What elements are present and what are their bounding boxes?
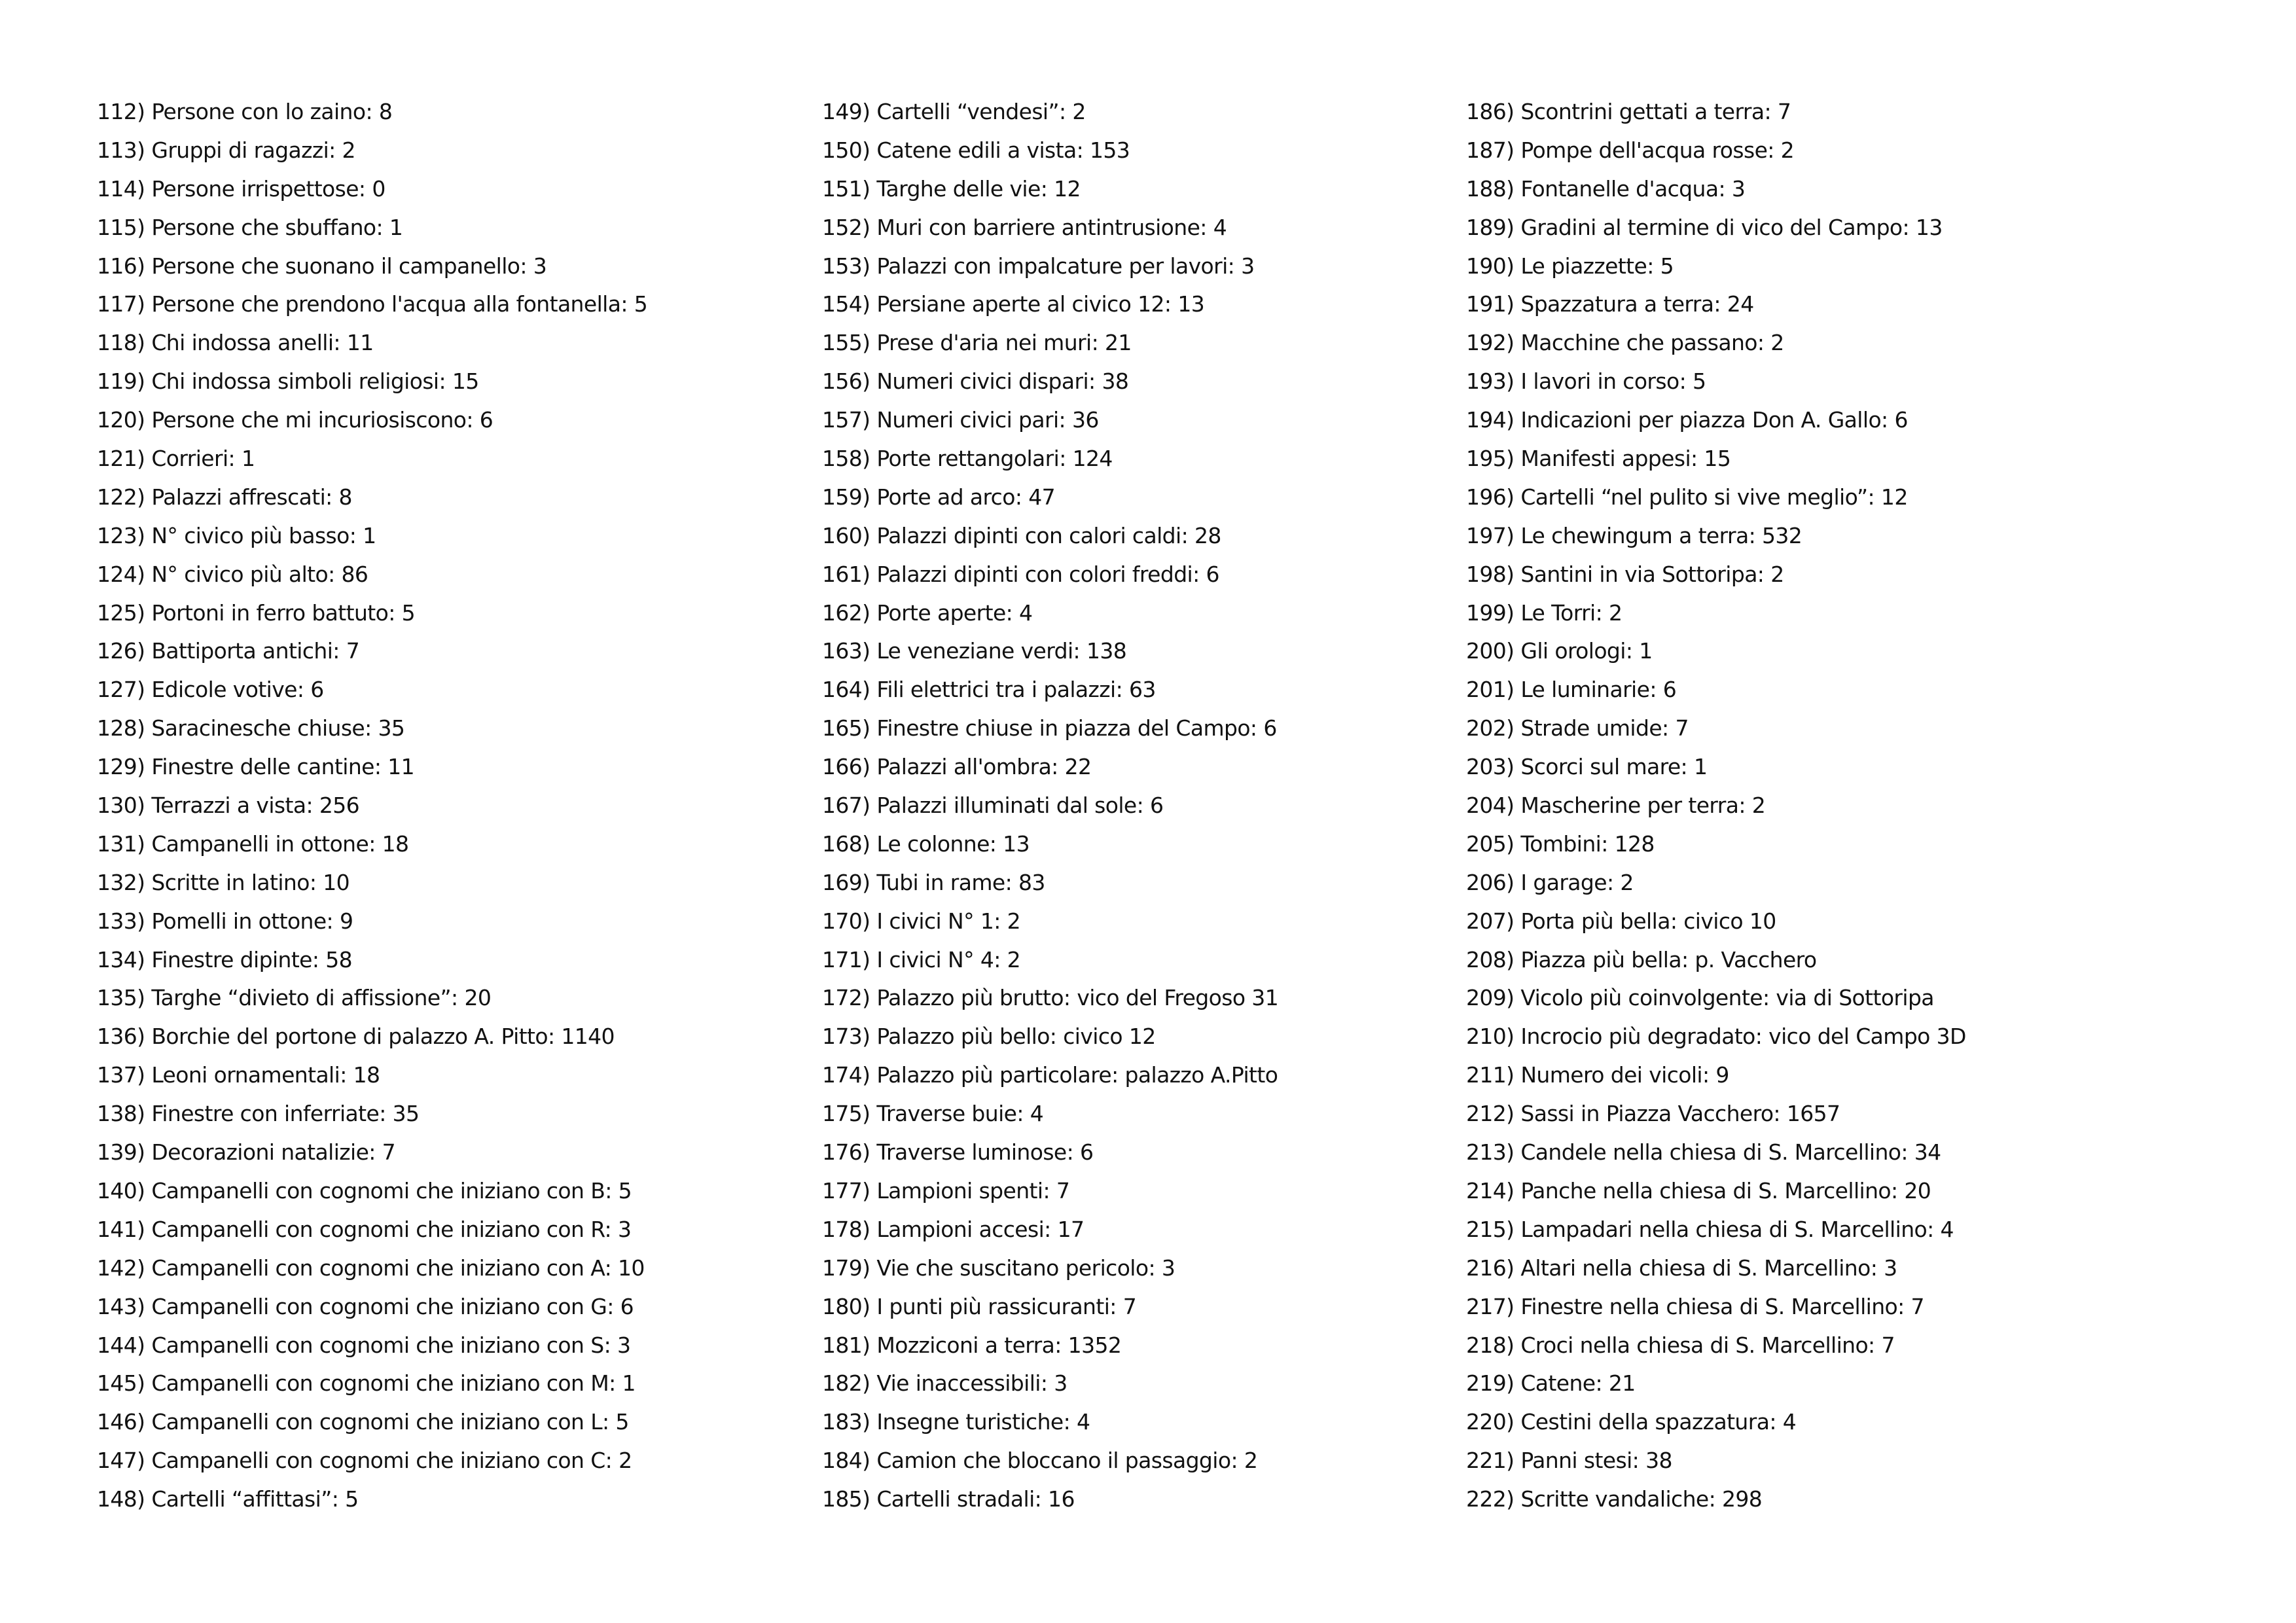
list-item: 136) Borchie del portone di palazzo A. Pitto: 1140 xyxy=(97,1024,615,1050)
list-item: 130) Terrazzi a vista: 256 xyxy=(97,793,360,819)
list-item: 124) N° civico più alto: 86 xyxy=(97,561,368,587)
list-item: 168) Le colonne: 13 xyxy=(822,830,1030,857)
list-item: 133) Pomelli in ottone: 9 xyxy=(97,908,353,934)
list-item: 198) Santini in via Sottoripa: 2 xyxy=(1466,561,1784,587)
list-item: 179) Vie che suscitano pericolo: 3 xyxy=(822,1255,1175,1281)
list-item: 158) Porte rettangolari: 124 xyxy=(822,446,1113,472)
list-item: 171) I civici N° 4: 2 xyxy=(822,946,1021,972)
list-item: 197) Le chewingum a terra: 532 xyxy=(1466,522,1803,548)
list-item: 152) Muri con barriere antintrusione: 4 xyxy=(822,214,1227,240)
list-item: 166) Palazzi all'ombra: 22 xyxy=(822,754,1092,780)
list-item: 176) Traverse luminose: 6 xyxy=(822,1139,1094,1166)
list-item: 209) Vicolo più coinvolgente: via di Sottoripa xyxy=(1466,985,1934,1011)
list-item: 193) I lavori in corso: 5 xyxy=(1466,368,1706,395)
list-item: 118) Chi indossa anelli: 11 xyxy=(97,330,374,356)
list-item: 196) Cartelli “nel pulito si vive meglio”: 12 xyxy=(1466,484,1908,510)
list-item: 151) Targhe delle vie: 12 xyxy=(822,175,1081,202)
list-item: 135) Targhe “divieto di affissione”: 20 xyxy=(97,985,492,1011)
list-item: 141) Campanelli con cognomi che iniziano con R: 3 xyxy=(97,1216,632,1242)
list-item: 139) Decorazioni natalizie: 7 xyxy=(97,1139,396,1166)
list-item: 202) Strade umide: 7 xyxy=(1466,715,1689,741)
list-item: 204) Mascherine per terra: 2 xyxy=(1466,793,1766,819)
list-item: 181) Mozziconi a terra: 1352 xyxy=(822,1332,1122,1358)
list-item: 117) Persone che prendono l'acqua alla fontanella: 5 xyxy=(97,291,648,317)
list-item: 127) Edicole votive: 6 xyxy=(97,677,324,703)
list-item: 112) Persone con lo zaino: 8 xyxy=(97,99,393,124)
list-item: 184) Camion che bloccano il passaggio: 2 xyxy=(822,1448,1258,1474)
list-item: 208) Piazza più bella: p. Vacchero xyxy=(1466,946,1817,972)
list-item: 182) Vie inaccessibili: 3 xyxy=(822,1370,1067,1397)
list-item: 189) Gradini al termine di vico del Campo: 13 xyxy=(1466,214,1943,240)
list-item: 180) I punti più rassicuranti: 7 xyxy=(822,1293,1137,1319)
list-item: 149) Cartelli “vendesi”: 2 xyxy=(822,99,1086,124)
list-column-2 xyxy=(822,93,1437,1519)
list-item: 191) Spazzatura a terra: 24 xyxy=(1466,291,1754,317)
list-item: 221) Panni stesi: 38 xyxy=(1466,1448,1672,1474)
list-item: 167) Palazzi illuminati dal sole: 6 xyxy=(822,793,1164,819)
list-item: 126) Battiporta antichi: 7 xyxy=(97,638,360,664)
list-item: 119) Chi indossa simboli religiosi: 15 xyxy=(97,368,479,395)
list-item: 177) Lampioni spenti: 7 xyxy=(822,1177,1070,1204)
list-column-3 xyxy=(1466,93,2186,1519)
list-item: 190) Le piazzette: 5 xyxy=(1466,253,1674,279)
list-item: 188) Fontanelle d'acqua: 3 xyxy=(1466,175,1746,202)
list-item: 222) Scritte vandaliche: 298 xyxy=(1466,1486,1763,1512)
list-item: 121) Corrieri: 1 xyxy=(97,446,255,472)
list-item: 205) Tombini: 128 xyxy=(1466,830,1655,857)
list-item: 146) Campanelli con cognomi che iniziano con L: 5 xyxy=(97,1409,629,1435)
list-item: 120) Persone che mi incuriosiscono: 6 xyxy=(97,407,493,433)
list-item: 144) Campanelli con cognomi che iniziano con S: 3 xyxy=(97,1332,631,1358)
list-item: 218) Croci nella chiesa di S. Marcellino: 7 xyxy=(1466,1332,1895,1358)
list-item: 160) Palazzi dipinti con calori caldi: 28 xyxy=(822,522,1221,548)
list-item: 195) Manifesti appesi: 15 xyxy=(1466,446,1731,472)
list-item: 123) N° civico più basso: 1 xyxy=(97,522,376,548)
list-item: 128) Saracinesche chiuse: 35 xyxy=(97,715,405,741)
list-item: 200) Gli orologi: 1 xyxy=(1466,638,1653,664)
list-item: 213) Candele nella chiesa di S. Marcellino: 34 xyxy=(1466,1139,1941,1166)
list-item: 210) Incrocio più degradato: vico del Campo 3D xyxy=(1466,1024,1966,1050)
list-item: 173) Palazzo più bello: civico 12 xyxy=(822,1024,1156,1050)
list-item: 220) Cestini della spazzatura: 4 xyxy=(1466,1409,1797,1435)
list-item: 174) Palazzo più particolare: palazzo A.Pitto xyxy=(822,1062,1278,1088)
list-item: 145) Campanelli con cognomi che iniziano con M: 1 xyxy=(97,1370,636,1397)
list-item: 122) Palazzi affrescati: 8 xyxy=(97,484,352,510)
list-item: 115) Persone che sbuffano: 1 xyxy=(97,214,403,240)
list-item: 134) Finestre dipinte: 58 xyxy=(97,946,353,972)
list-item: 154) Persiane aperte al civico 12: 13 xyxy=(822,291,1205,317)
list-item: 138) Finestre con inferriate: 35 xyxy=(97,1101,420,1127)
list-item: 219) Catene: 21 xyxy=(1466,1370,1636,1397)
list-item: 215) Lampadari nella chiesa di S. Marcellino: 4 xyxy=(1466,1216,1954,1242)
list-item: 147) Campanelli con cognomi che iniziano con C: 2 xyxy=(97,1448,632,1474)
list-column-1 xyxy=(97,93,778,1519)
list-item: 164) Fili elettrici tra i palazzi: 63 xyxy=(822,677,1156,703)
list-item: 206) I garage: 2 xyxy=(1466,869,1634,895)
list-item: 201) Le luminarie: 6 xyxy=(1466,677,1677,703)
list-item: 211) Numero dei vicoli: 9 xyxy=(1466,1062,1729,1088)
list-item: 150) Catene edili a vista: 153 xyxy=(822,137,1130,163)
list-item: 137) Leoni ornamentali: 18 xyxy=(97,1062,380,1088)
list-item: 192) Macchine che passano: 2 xyxy=(1466,330,1784,356)
list-item: 175) Traverse buie: 4 xyxy=(822,1101,1044,1127)
list-item: 114) Persone irrispettose: 0 xyxy=(97,175,386,202)
list-item: 161) Palazzi dipinti con colori freddi: 6 xyxy=(822,561,1219,587)
list-item: 170) I civici N° 1: 2 xyxy=(822,908,1021,934)
list-item: 217) Finestre nella chiesa di S. Marcellino: 7 xyxy=(1466,1293,1924,1319)
list-item: 203) Scorci sul mare: 1 xyxy=(1466,754,1708,780)
list-item: 207) Porta più bella: civico 10 xyxy=(1466,908,1776,934)
list-item: 178) Lampioni accesi: 17 xyxy=(822,1216,1085,1242)
list-item: 140) Campanelli con cognomi che iniziano con B: 5 xyxy=(97,1177,632,1204)
list-item: 125) Portoni in ferro battuto: 5 xyxy=(97,599,416,626)
list-item: 129) Finestre delle cantine: 11 xyxy=(97,754,415,780)
list-item: 148) Cartelli “affittasi”: 5 xyxy=(97,1486,359,1512)
list-item: 155) Prese d'aria nei muri: 21 xyxy=(822,330,1132,356)
list-item: 113) Gruppi di ragazzi: 2 xyxy=(97,137,355,163)
list-item: 159) Porte ad arco: 47 xyxy=(822,484,1056,510)
list-item: 142) Campanelli con cognomi che iniziano con A: 10 xyxy=(97,1255,645,1281)
list-item: 143) Campanelli con cognomi che iniziano con G: 6 xyxy=(97,1293,634,1319)
list-item: 194) Indicazioni per piazza Don A. Gallo: 6 xyxy=(1466,407,1908,433)
list-item: 185) Cartelli stradali: 16 xyxy=(822,1486,1075,1512)
list-item: 186) Scontrini gettati a terra: 7 xyxy=(1466,99,1791,124)
list-item: 169) Tubi in rame: 83 xyxy=(822,869,1045,895)
list-item: 162) Porte aperte: 4 xyxy=(822,599,1033,626)
list-item: 131) Campanelli in ottone: 18 xyxy=(97,830,409,857)
list-item: 187) Pompe dell'acqua rosse: 2 xyxy=(1466,137,1795,163)
list-item: 214) Panche nella chiesa di S. Marcellino: 20 xyxy=(1466,1177,1931,1204)
list-item: 172) Palazzo più brutto: vico del Fregoso 31 xyxy=(822,985,1279,1011)
list-item: 132) Scritte in latino: 10 xyxy=(97,869,350,895)
list-item: 199) Le Torri: 2 xyxy=(1466,599,1623,626)
list-item: 163) Le veneziane verdi: 138 xyxy=(822,638,1127,664)
list-item: 165) Finestre chiuse in piazza del Campo: 6 xyxy=(822,715,1277,741)
list-item: 183) Insegne turistiche: 4 xyxy=(822,1409,1090,1435)
list-item: 153) Palazzi con impalcature per lavori: 3 xyxy=(822,253,1255,279)
list-item: 157) Numeri civici pari: 36 xyxy=(822,407,1099,433)
list-item: 116) Persone che suonano il campanello: 3 xyxy=(97,253,547,279)
list-item: 216) Altari nella chiesa di S. Marcellino: 3 xyxy=(1466,1255,1897,1281)
list-item: 212) Sassi in Piazza Vacchero: 1657 xyxy=(1466,1101,1840,1127)
list-item: 156) Numeri civici dispari: 38 xyxy=(822,368,1129,395)
